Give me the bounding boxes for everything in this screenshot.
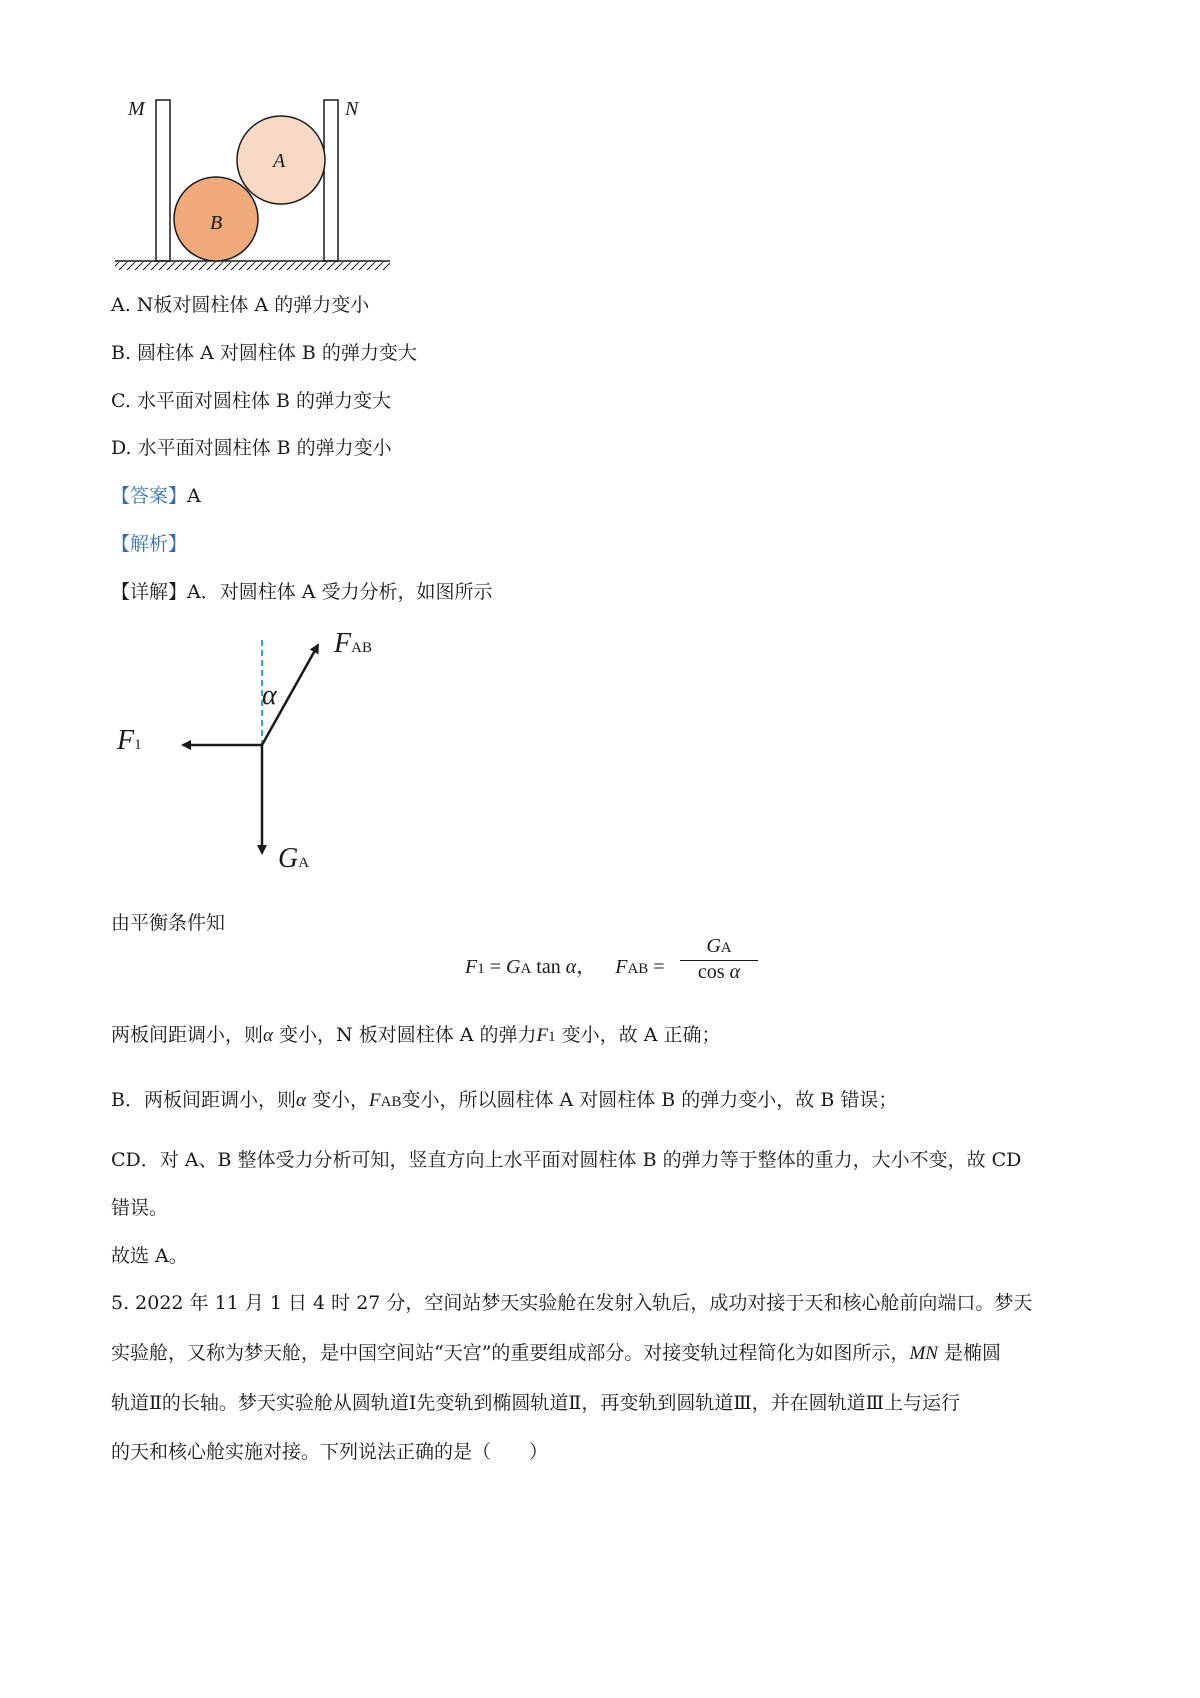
plates-cylinders-svg	[110, 95, 400, 280]
plate-n	[324, 100, 338, 261]
explain-cd-line-2: 错误。	[111, 1197, 169, 1219]
option-b: B. 圆柱体 A 对圆柱体 B 的弹力变大	[111, 342, 417, 364]
label-ga: GA	[278, 843, 310, 874]
label-m: M	[128, 98, 145, 120]
label-f1: F1	[117, 725, 142, 756]
explain-cd-line-1: CD．对 A、B 整体受力分析可知，竖直方向上水平面对圆柱体 B 的弹力等于整体的重力，大小不变，故 CD	[111, 1149, 1022, 1171]
answer-tag: 【答案】	[111, 485, 188, 507]
explain-a-line: 两板间距调小，则α 变小，N 板对圆柱体 A 的弹力F1 变小，故 A 正确；	[111, 1024, 721, 1046]
option-c: C. 水平面对圆柱体 B 的弹力变大	[111, 390, 391, 412]
formula-block: F1 = GA tan α， FAB =	[465, 956, 665, 978]
explain-b-line: B．两板间距调小，则α 变小，FAB变小，所以圆柱体 A 对圆柱体 B 的弹力变小，故 B 错误；	[111, 1089, 898, 1111]
fraction-denominator: cos α	[697, 961, 741, 983]
label-n: N	[345, 98, 359, 120]
q5-line-1: 5. 2022 年 11 月 1 日 4 时 27 分，空间站梦天实验舱在发射入轨后，成功对接于天和核心舱前向端口。梦天	[111, 1292, 1033, 1314]
detail-text: A．对圆柱体 A 受力分析，如图所示	[187, 581, 493, 603]
answer-line	[111, 484, 201, 508]
figure-plates-cylinders	[110, 95, 400, 280]
analysis-tag: 【解析】	[111, 533, 188, 555]
q5-line-3: 轨道Ⅱ的长轴。梦天实验舱从圆轨道Ⅰ先变轨到椭圆轨道Ⅱ，再变轨到圆轨道Ⅲ，并在圆轨道Ⅲ上与运行	[111, 1392, 960, 1414]
ground-hatch	[115, 262, 390, 270]
detail-tag: 【详解】	[111, 581, 188, 603]
q5-line-4: 的天和核心舱实施对接。下列说法正确的是（ ）	[111, 1441, 549, 1463]
label-fab: FAB	[334, 628, 372, 659]
detail-line	[111, 580, 493, 604]
label-a: A	[273, 150, 286, 172]
option-d: D. 水平面对圆柱体 B 的弹力变小	[111, 437, 392, 459]
fraction-numerator: GA	[680, 935, 758, 961]
plate-m	[156, 100, 170, 261]
conclusion-line: 故选 A。	[111, 1245, 188, 1267]
figure-force-diagram	[170, 635, 320, 870]
force-diagram-svg	[170, 635, 320, 870]
option-a: A. N板对圆柱体 A 的弹力变小	[111, 294, 370, 316]
analysis-line	[111, 532, 187, 556]
formula-fraction	[680, 935, 758, 984]
label-b: B	[210, 212, 223, 234]
q5-line-2: 实验舱，又称为梦天舱，是中国空间站“天宫”的重要组成部分。对接变轨过程简化为如图所示，MN 是椭圆	[111, 1342, 1001, 1364]
answer-value: A	[187, 485, 201, 507]
label-alpha: α	[262, 680, 277, 711]
equilibrium-text: 由平衡条件知	[111, 912, 226, 934]
